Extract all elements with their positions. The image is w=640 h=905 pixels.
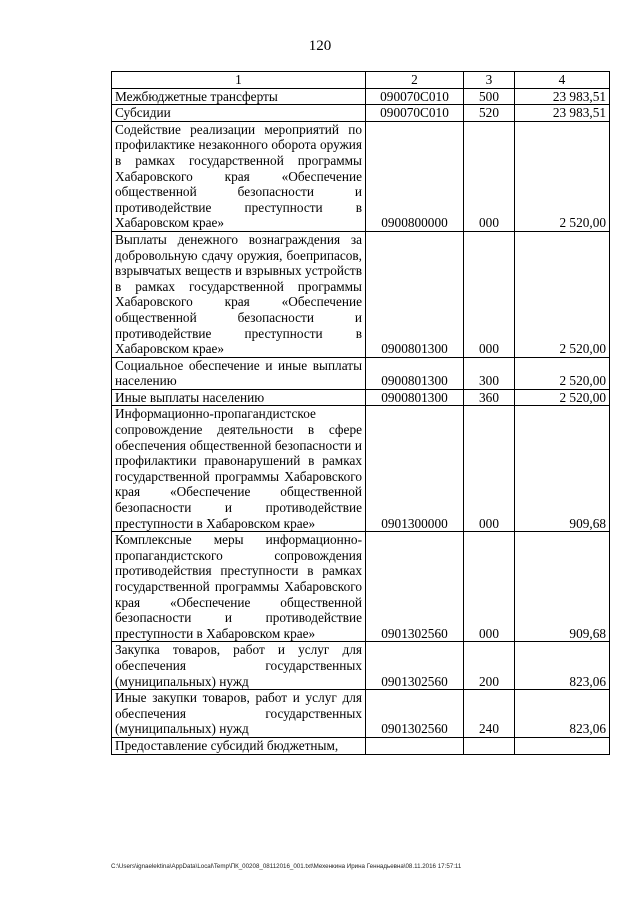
row-expense-type: 300: [464, 357, 515, 389]
row-amount: 909,68: [515, 406, 610, 532]
table-row: [112, 121, 610, 231]
row-name: Выплаты денежного вознаграждения за добровольную сдачу оружия, боеприпасов, взрывчатых веществ и взрывных устройств в рамках государственной программы Хабаровского края «Обеспечение общественной безопасности и противодействие преступности в Хабаровском крае»: [112, 231, 366, 357]
table-row: [112, 406, 610, 532]
row-expense-type: 000: [464, 406, 515, 532]
row-expense-type: 500: [464, 88, 515, 105]
row-amount: 909,68: [515, 532, 610, 642]
column-header-4: 4: [515, 72, 610, 89]
row-name: Предоставление субсидий бюджетным,: [112, 737, 366, 754]
footer-file-path: C:\Users\ignaelektina\AppData\Local\Temp\ПК_00208_08112016_001.txt\Мехенкина Ирина Геннадьевна\08.11.2016 17:57:11: [111, 863, 462, 870]
table-row: [112, 105, 610, 122]
row-amount: 823,06: [515, 642, 610, 690]
table-row: [112, 737, 610, 754]
row-amount: 2 520,00: [515, 121, 610, 231]
row-expense-type: 360: [464, 389, 515, 406]
row-amount: [515, 737, 610, 754]
row-name: Комплексные меры информационно-пропагандистского сопровождения противодействия преступности в рамках государственной программы Хабаровского края «Обеспечение общественной безопасности и противодействие преступности в Хабаровском крае»: [112, 532, 366, 642]
row-code: 0901302560: [366, 690, 464, 738]
row-amount: 2 520,00: [515, 231, 610, 357]
row-code: 0900801300: [366, 231, 464, 357]
row-amount: 23 983,51: [515, 88, 610, 105]
row-name: Иные закупки товаров, работ и услуг для обеспечения государственных (муниципальных) нужд: [112, 690, 366, 738]
row-code: [366, 737, 464, 754]
table-row: [112, 642, 610, 690]
row-amount: 2 520,00: [515, 389, 610, 406]
row-name: Социальное обеспечение и иные выплаты населению: [112, 357, 366, 389]
row-code: 090070С010: [366, 88, 464, 105]
row-expense-type: 200: [464, 642, 515, 690]
row-name: Содействие реализации мероприятий по профилактике незаконного оборота оружия в рамках государственной программы Хабаровского края «Обеспечение общественной безопасности и противодействие преступности в Хабаровском крае»: [112, 121, 366, 231]
row-expense-type: [464, 737, 515, 754]
row-code: 090070С010: [366, 105, 464, 122]
row-code: 0901302560: [366, 532, 464, 642]
row-code: 0901302560: [366, 642, 464, 690]
row-name: Субсидии: [112, 105, 366, 122]
row-code: 0900801300: [366, 357, 464, 389]
column-header-2: 2: [366, 72, 464, 89]
table-row: [112, 88, 610, 105]
row-name: Закупка товаров, работ и услуг для обеспечения государственных (муниципальных) нужд: [112, 642, 366, 690]
column-header-1: 1: [112, 72, 366, 89]
column-header-3: 3: [464, 72, 515, 89]
row-amount: 2 520,00: [515, 357, 610, 389]
budget-table: [111, 71, 610, 755]
table-row: [112, 389, 610, 406]
row-expense-type: 000: [464, 231, 515, 357]
table-row: [112, 231, 610, 357]
row-name: Информационно-пропагандистское сопровождение деятельности в сфере обеспечения общественной безопасности и профилактики правонарушений в рамках государственной программы Хабаровского края «Обеспечение общественной безопасности и противодействие преступности в Хабаровском крае»: [112, 406, 366, 532]
page-number: 120: [308, 38, 332, 54]
row-code: 0900800000: [366, 121, 464, 231]
row-expense-type: 000: [464, 532, 515, 642]
table-row: [112, 690, 610, 738]
table-header-row: [112, 72, 610, 89]
row-code: 0901300000: [366, 406, 464, 532]
row-amount: 823,06: [515, 690, 610, 738]
row-expense-type: 240: [464, 690, 515, 738]
row-expense-type: 520: [464, 105, 515, 122]
row-name: Межбюджетные трансферты: [112, 88, 366, 105]
row-amount: 23 983,51: [515, 105, 610, 122]
row-code: 0900801300: [366, 389, 464, 406]
row-name: Иные выплаты населению: [112, 389, 366, 406]
table-row: [112, 532, 610, 642]
table-row: [112, 357, 610, 389]
row-expense-type: 000: [464, 121, 515, 231]
